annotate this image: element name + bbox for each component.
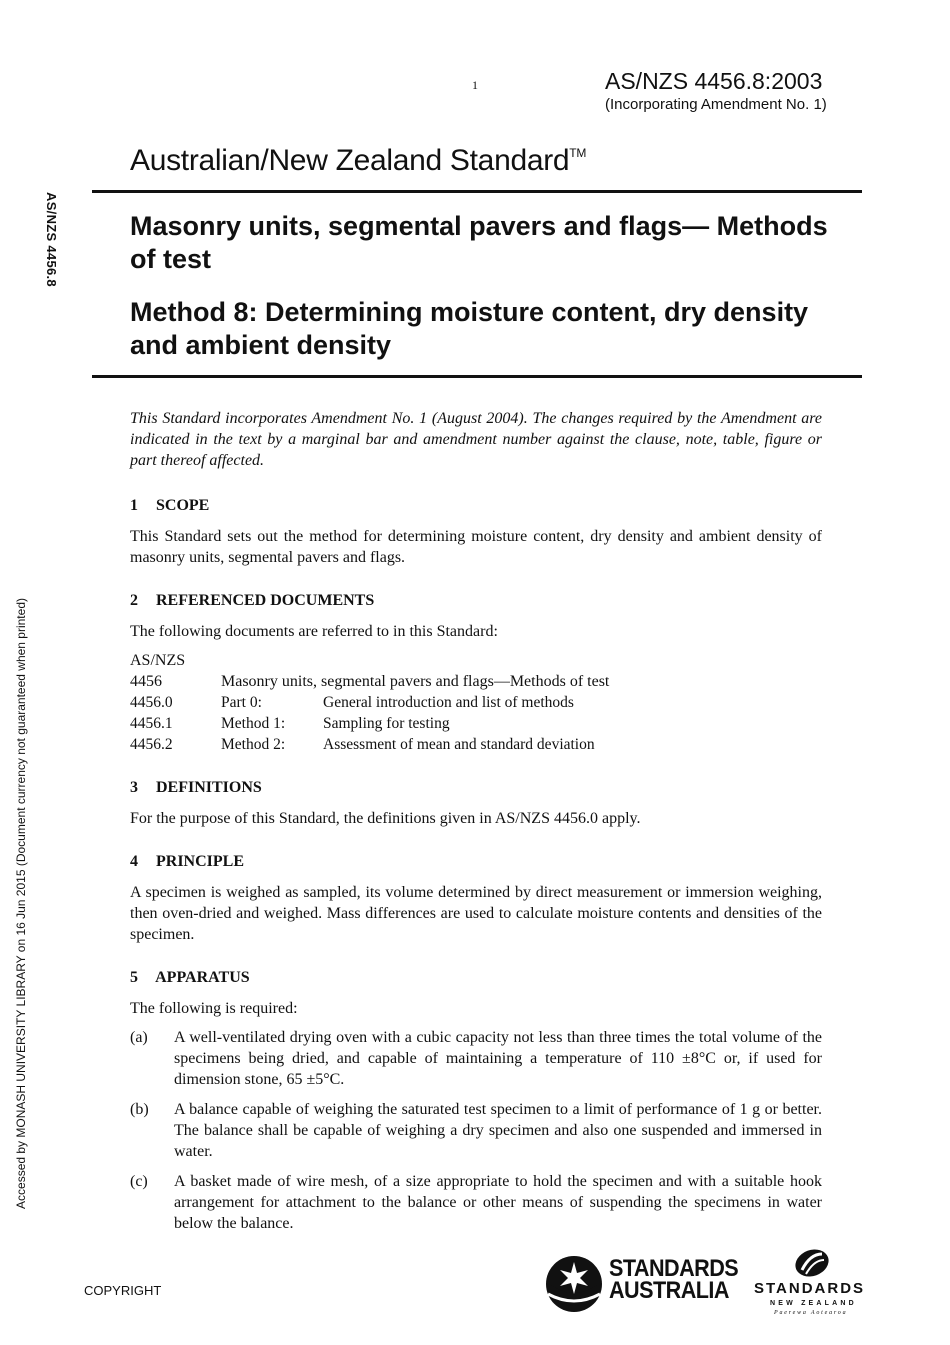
section-number: 5 (130, 969, 138, 986)
logo-text-line: STANDARDS (754, 1280, 866, 1297)
section-heading-apparatus (130, 967, 822, 988)
list-item-text: A balance capable of weighing the saturated test specimen to a limit of performance of 1 g or better. The balance shall be capable of weighing a dry specimen and also one suspended and immersed in water. (174, 1101, 822, 1160)
reference-code: 4456.2 (130, 736, 173, 753)
reference-group-row (130, 650, 822, 671)
section-title: PRINCIPLE (156, 853, 245, 870)
side-standard-code: AS/NZS 4456.8 (44, 192, 59, 287)
section-title: DEFINITIONS (156, 779, 262, 796)
title-rule-bottom (92, 375, 862, 378)
reference-part: Method 1: (221, 715, 286, 732)
standards-australia-logo (544, 1254, 744, 1314)
page-number: 1 (472, 78, 478, 92)
standard-body-title (130, 144, 586, 178)
standards-australia-emblem-icon (544, 1254, 604, 1314)
reference-title: General introduction and list of methods (323, 694, 574, 711)
standards-australia-wordmark (609, 1255, 739, 1304)
reference-part: Part 0: (221, 694, 262, 711)
reference-title: Masonry units, segmental pavers and flags—Methods of test (221, 673, 610, 690)
amendment-note: (Incorporating Amendment No. 1) (605, 96, 827, 113)
reference-list (130, 650, 822, 755)
section-text-references: The following documents are referred to in this Standard: (130, 623, 498, 640)
section-heading-scope (130, 495, 822, 516)
section-heading-definitions (130, 777, 822, 798)
document-body (130, 408, 822, 1243)
reference-part: Method 2: (221, 736, 286, 753)
reference-code: 4456.0 (130, 694, 173, 711)
logo-text-line: NEW ZEALAND (770, 1300, 857, 1307)
logo-text-line: STANDARDS (609, 1255, 739, 1282)
list-item-label: (c) (130, 1173, 148, 1190)
section-number: 4 (130, 853, 138, 870)
reference-code: 4456 (130, 673, 162, 690)
reference-code: 4456.1 (130, 715, 173, 732)
logo-text-line: AUSTRALIA (609, 1277, 729, 1304)
section-heading-principle (130, 851, 822, 872)
list-item-text: A basket made of wire mesh, of a size appropriate to hold the specimen and with a suitable hook arrangement for attachment to the balance or other means of suspending the specimens in water below the balance. (174, 1173, 822, 1232)
section-heading-references (130, 590, 822, 611)
reference-title: Assessment of mean and standard deviation (323, 736, 595, 753)
section-title: APPARATUS (155, 969, 250, 986)
reference-title: Sampling for testing (323, 715, 450, 732)
title-rule-top (92, 190, 862, 193)
section-text-definitions: For the purpose of this Standard, the definitions given in AS/NZS 4456.0 apply. (130, 810, 641, 827)
list-item-label: (a) (130, 1029, 148, 1046)
reference-row (130, 713, 822, 734)
reference-row (130, 734, 822, 755)
list-item (130, 1027, 822, 1090)
list-item-label: (b) (130, 1101, 149, 1118)
apparatus-list (130, 1027, 822, 1234)
section-text-apparatus: The following is required: (130, 1000, 298, 1017)
copyright-label: COPYRIGHT (84, 1283, 162, 1298)
section-number: 1 (130, 497, 138, 514)
list-item-text: A well-ventilated drying oven with a cubic capacity not less than three times the total volume of the specimens being dried, and capable of maintaining a temperature of 110 ±8°C or, if used for dimension stone, 65 ±5°C. (174, 1029, 822, 1088)
list-item (130, 1099, 822, 1162)
amendment-intro: This Standard incorporates Amendment No. 1 (August 2004). The changes required by the Amendment are indicated in the text by a marginal bar and amendment number against the clause, note, table, figure or part thereof affected. (130, 410, 822, 469)
standards-nz-emblem-icon (792, 1248, 832, 1280)
standard-body-title-text: Australian/New Zealand Standard (130, 144, 570, 177)
section-text-principle: A specimen is weighed as sampled, its volume determined by direct measurement or immersion weighing, then oven-dried and weighed. Mass differences are used to calculate moisture contents and densities of the specimen. (130, 884, 822, 943)
reference-main-row (130, 671, 822, 692)
reference-row (130, 692, 822, 713)
section-title: REFERENCED DOCUMENTS (156, 592, 375, 609)
reference-group: AS/NZS (130, 652, 186, 669)
method-title: Method 8: Determining moisture content, dry density and ambient density (130, 297, 809, 360)
access-notice: Accessed by MONASH UNIVERSITY LIBRARY on 16 Jun 2015 (Document currency not guaranteed when printed) (14, 598, 28, 1209)
list-item (130, 1171, 822, 1234)
section-number: 3 (130, 779, 138, 796)
standard-number: AS/NZS 4456.8:2003 (605, 68, 823, 94)
logo-text-line: Paerewa Aotearoa (774, 1310, 848, 1316)
section-title: SCOPE (156, 497, 210, 514)
section-number: 2 (130, 592, 138, 609)
document-title: Masonry units, segmental pavers and flags— Methods of test (130, 211, 828, 274)
section-text-scope: This Standard sets out the method for determining moisture content, dry density and ambient density of masonry units, segmental pavers and flags. (130, 528, 822, 566)
trademark-mark: TM (569, 146, 587, 160)
standards-new-zealand-logo (754, 1248, 874, 1318)
